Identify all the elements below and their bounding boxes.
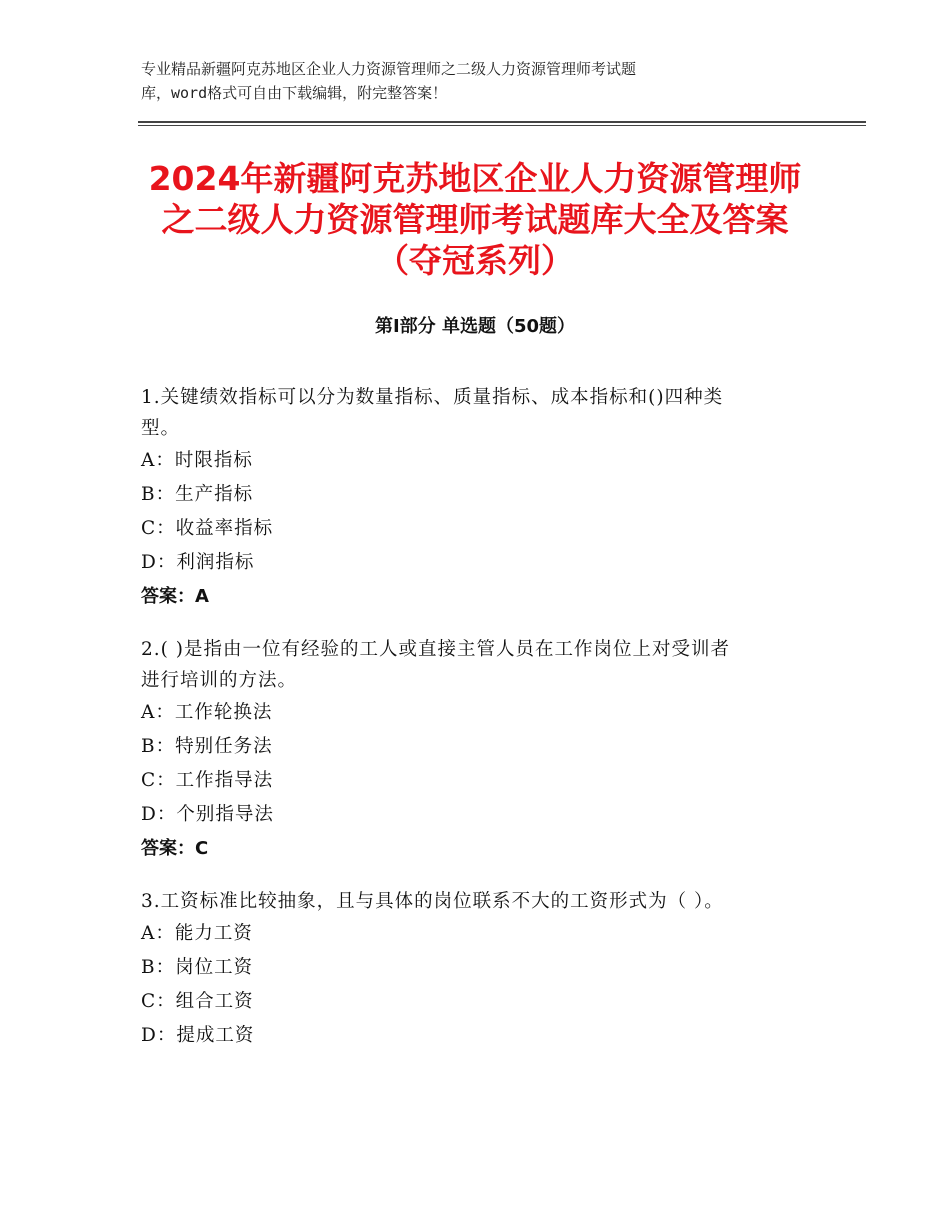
option-d: D：个别指导法 [141, 804, 274, 825]
document-title-line-1: 2024年新疆阿克苏地区企业人力资源管理师 [148, 159, 802, 198]
option-b: B：特别任务法 [141, 736, 273, 757]
answer: 答案：A [141, 586, 209, 607]
question-stem-line-2: 型。 [141, 418, 181, 439]
option-d: D：利润指标 [141, 552, 255, 573]
question-stem-line-1: 2.( )是指由一位有经验的工人或直接主管人员在工作岗位上对受训者 [141, 639, 730, 660]
question-2 [141, 634, 821, 866]
header-note-line-2: 库，word格式可自由下载编辑，附完整答案！ [141, 84, 448, 102]
question-stem [141, 634, 821, 696]
option-c: C：工作指导法 [141, 770, 274, 791]
header-note [141, 57, 801, 105]
option-b: B：岗位工资 [141, 957, 254, 978]
document-title [120, 158, 830, 281]
question-3 [141, 886, 821, 1053]
question-stem-line-1: 3.工资标准比较抽象，且与具体的岗位联系不大的工资形式为（ ）。 [141, 891, 724, 912]
document-title-line-2: 之二级人力资源管理师考试题库大全及答案 [161, 200, 789, 239]
option-c: C：组合工资 [141, 991, 254, 1012]
question-stem [141, 886, 821, 917]
question-1 [141, 382, 821, 614]
option-b: B：生产指标 [141, 484, 254, 505]
document-title-line-3: （夺冠系列） [376, 241, 574, 280]
option-a: A：时限指标 [141, 450, 253, 471]
option-a: A：工作轮换法 [141, 702, 273, 723]
header-note-line-1: 专业精品新疆阿克苏地区企业人力资源管理师之二级人力资源管理师考试题 [141, 60, 637, 78]
question-stem [141, 382, 821, 444]
question-stem-line-2: 进行培训的方法。 [141, 670, 298, 691]
option-c: C：收益率指标 [141, 518, 274, 539]
question-list [141, 382, 821, 1073]
option-a: A：能力工资 [141, 923, 253, 944]
section-title: 第Ⅰ部分 单选题（50题） [374, 316, 575, 337]
option-d: D：提成工资 [141, 1025, 255, 1046]
question-stem-line-1: 1.关键绩效指标可以分为数量指标、质量指标、成本指标和()四种类 [141, 387, 724, 408]
header-divider [138, 121, 866, 126]
answer: 答案：C [141, 838, 209, 859]
